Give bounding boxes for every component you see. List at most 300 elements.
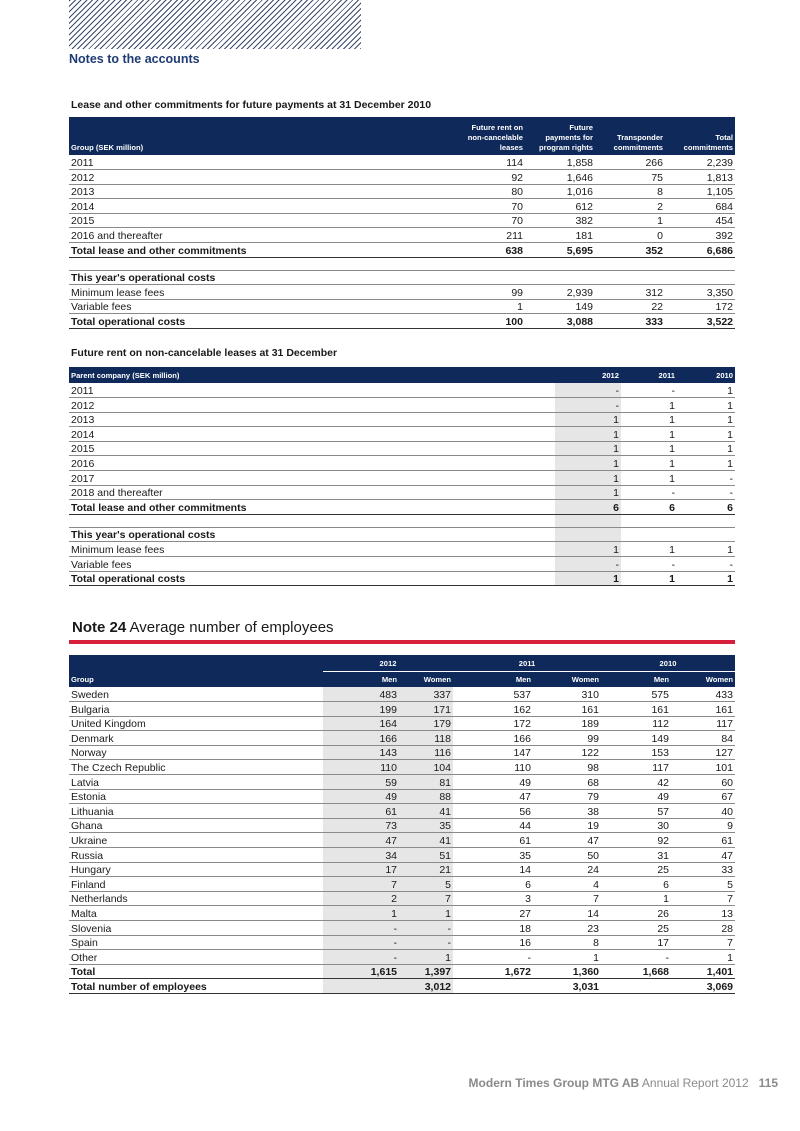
cell-value: 1 <box>555 456 621 471</box>
cell-value: 24 <box>533 862 601 877</box>
row-label: Finland <box>69 877 323 892</box>
table-row <box>69 228 735 243</box>
cell-value: 179 <box>399 716 453 731</box>
spacer-row <box>69 514 735 527</box>
cell-value: 16 <box>453 935 533 950</box>
row-label: 2013 <box>69 412 555 427</box>
lease-parent-table <box>69 367 735 586</box>
row-label: 2016 <box>69 456 555 471</box>
cell-value: 99 <box>533 731 601 746</box>
table-row <box>69 412 735 427</box>
cell-value: 60 <box>671 775 735 790</box>
row-label: The Czech Republic <box>69 760 323 775</box>
table-row <box>69 804 735 819</box>
cell-value: 1 <box>455 299 525 314</box>
table-row <box>69 702 735 717</box>
cell-value: 1 <box>677 456 735 471</box>
cell-value: 117 <box>671 716 735 731</box>
table-row <box>69 170 735 185</box>
spacer-cell <box>595 257 665 270</box>
cell-value: 172 <box>453 716 533 731</box>
cell-value: 4 <box>533 877 601 892</box>
cell-value: 47 <box>671 848 735 863</box>
row-label: 2017 <box>69 471 555 486</box>
cell-value: 1 <box>677 542 735 557</box>
cell-value: 537 <box>453 687 533 702</box>
cell-value: 33 <box>671 862 735 877</box>
cell-value: 47 <box>533 833 601 848</box>
row-label: Other <box>69 950 323 965</box>
cell-value: - <box>555 398 621 413</box>
cell-value: 6,686 <box>665 243 735 258</box>
cell-value: - <box>621 557 677 572</box>
cell-value: 1 <box>621 571 677 586</box>
cell-value: 333 <box>595 314 665 329</box>
cell-value: - <box>677 471 735 486</box>
cell-value: 61 <box>323 804 399 819</box>
cell-value: 13 <box>671 906 735 921</box>
cell-value: 454 <box>665 213 735 228</box>
cell-value: 1,668 <box>601 964 671 979</box>
year-header: 2012 <box>323 655 453 671</box>
table-row <box>69 877 735 892</box>
table-row <box>69 427 735 442</box>
cell-value: 164 <box>323 716 399 731</box>
cell-value: 211 <box>455 228 525 243</box>
cell-value: 1 <box>595 213 665 228</box>
table-row <box>69 921 735 936</box>
cell-value: 1 <box>555 542 621 557</box>
cell-value: 51 <box>399 848 453 863</box>
cell-value: 1 <box>399 906 453 921</box>
row-label: 2016 and thereafter <box>69 228 455 243</box>
cell-value: 2,239 <box>665 155 735 170</box>
table-row <box>69 441 735 456</box>
cell-value: 382 <box>525 213 595 228</box>
cell-value: 1,646 <box>525 170 595 185</box>
row-label: Slovenia <box>69 921 323 936</box>
cell-value: 30 <box>601 818 671 833</box>
row-label: 2012 <box>69 398 555 413</box>
col-header: Men <box>323 671 399 687</box>
cell-value: 1 <box>323 906 399 921</box>
table-row <box>69 184 735 199</box>
spacer-cell <box>677 514 735 527</box>
cell-value: 3,088 <box>525 314 595 329</box>
total-row <box>69 964 735 979</box>
cell-value: 41 <box>399 833 453 848</box>
cell-value: 6 <box>453 877 533 892</box>
col-header: Men <box>601 671 671 687</box>
row-label: 2011 <box>69 155 455 170</box>
cell-value: - <box>399 921 453 936</box>
row-label: Variable fees <box>69 557 555 572</box>
cell-value: 181 <box>525 228 595 243</box>
cell-value: 1 <box>671 950 735 965</box>
cell-value: 684 <box>665 199 735 214</box>
spacer-cell <box>69 257 455 270</box>
cell-value: 19 <box>533 818 601 833</box>
total-row <box>69 571 735 586</box>
table-row <box>69 760 735 775</box>
cell-value: 1 <box>555 485 621 500</box>
spacer-cell <box>69 514 555 527</box>
page-number: 115 <box>758 1076 778 1090</box>
cell-value: 57 <box>601 804 671 819</box>
cell-value: 22 <box>595 299 665 314</box>
cell-value: 80 <box>455 184 525 199</box>
cell-value: 1 <box>621 456 677 471</box>
cell-value: 99 <box>455 285 525 300</box>
cell-value: 25 <box>601 921 671 936</box>
cell-value: 100 <box>455 314 525 329</box>
cell-value: 8 <box>533 935 601 950</box>
total-row <box>69 243 735 258</box>
empty-cell <box>595 270 665 285</box>
cell-value: 34 <box>323 848 399 863</box>
cell-value: 162 <box>453 702 533 717</box>
cell-value: 25 <box>601 862 671 877</box>
cell-value: 49 <box>323 789 399 804</box>
note-divider <box>69 640 735 644</box>
cell-value: 1 <box>677 383 735 398</box>
cell-value: 70 <box>455 199 525 214</box>
cell-value: 70 <box>455 213 525 228</box>
cell-value: 122 <box>533 745 601 760</box>
cell-value: 79 <box>533 789 601 804</box>
cell-value: 67 <box>671 789 735 804</box>
cell-value: 1,813 <box>665 170 735 185</box>
cell-value: 6 <box>555 500 621 515</box>
row-label: 2013 <box>69 184 455 199</box>
cell-value: 1 <box>621 542 677 557</box>
col-header: Men <box>453 671 533 687</box>
cell-value: 1 <box>621 412 677 427</box>
table-row <box>69 818 735 833</box>
empty-cell <box>555 527 621 542</box>
cell-value: - <box>323 935 399 950</box>
table-row <box>69 775 735 790</box>
spacer-cell <box>555 514 621 527</box>
cell-value: 1,401 <box>671 964 735 979</box>
cell-value: 49 <box>453 775 533 790</box>
row-label: Total operational costs <box>69 314 455 329</box>
cell-value: 61 <box>671 833 735 848</box>
row-label: Russia <box>69 848 323 863</box>
cell-value: 638 <box>455 243 525 258</box>
cell-value: 17 <box>323 862 399 877</box>
table-row <box>69 383 735 398</box>
cell-value: 166 <box>453 731 533 746</box>
note-title: Note 24 Average number of employees <box>72 619 334 636</box>
cell-value: 38 <box>533 804 601 819</box>
table-row <box>69 155 735 170</box>
cell-value: 98 <box>533 760 601 775</box>
table-row <box>69 398 735 413</box>
cell-value: 56 <box>453 804 533 819</box>
cell-value: 3,031 <box>453 979 601 994</box>
table-head-label: Group (SEK million) <box>69 117 455 155</box>
cell-value: 1 <box>555 571 621 586</box>
cell-value: 1,672 <box>453 964 533 979</box>
cell-value: 44 <box>453 818 533 833</box>
header-hatch-pattern <box>69 0 361 49</box>
cell-value: - <box>621 383 677 398</box>
row-label: Denmark <box>69 731 323 746</box>
table-row <box>69 687 735 702</box>
cell-value: 7 <box>671 891 735 906</box>
table-row <box>69 456 735 471</box>
year-header: 2011 <box>453 655 601 671</box>
table-row <box>69 213 735 228</box>
cell-value: 392 <box>665 228 735 243</box>
cell-value: 1 <box>621 398 677 413</box>
row-label: 2018 and thereafter <box>69 485 555 500</box>
cell-value: 31 <box>601 848 671 863</box>
cell-value: 17 <box>601 935 671 950</box>
cell-value: 35 <box>453 848 533 863</box>
table-row <box>69 906 735 921</box>
col-header: 2012 <box>555 367 621 383</box>
section-title: Notes to the accounts <box>69 52 200 66</box>
col-header: Women <box>399 671 453 687</box>
table-row <box>69 299 735 314</box>
cell-value: 47 <box>453 789 533 804</box>
cell-value: 199 <box>323 702 399 717</box>
cell-value: 2 <box>595 199 665 214</box>
cell-value: - <box>677 557 735 572</box>
subsection-heading: This year's operational costs <box>69 270 455 285</box>
total-row <box>69 500 735 515</box>
cell-value: 81 <box>399 775 453 790</box>
cell-value: 352 <box>595 243 665 258</box>
table-head-label: Parent company (SEK million) <box>69 367 555 383</box>
cell-value: 49 <box>601 789 671 804</box>
row-label: Latvia <box>69 775 323 790</box>
table-row <box>69 485 735 500</box>
spacer-row <box>69 257 735 270</box>
cell-value: 1 <box>533 950 601 965</box>
row-label: Ghana <box>69 818 323 833</box>
employees-table <box>69 655 735 994</box>
row-label: 2014 <box>69 427 555 442</box>
cell-value: 161 <box>671 702 735 717</box>
cell-value: 2,939 <box>525 285 595 300</box>
table-row <box>69 471 735 486</box>
cell-value: 1 <box>601 891 671 906</box>
empty-cell <box>665 270 735 285</box>
subsection-heading-row <box>69 270 735 285</box>
table-row <box>69 950 735 965</box>
empty-cell <box>525 270 595 285</box>
cell-value: 6 <box>677 500 735 515</box>
cell-value: 1 <box>621 427 677 442</box>
cell-value: 110 <box>453 760 533 775</box>
cell-value: 84 <box>671 731 735 746</box>
row-label: 2012 <box>69 170 455 185</box>
col-header: Women <box>533 671 601 687</box>
cell-value: 1 <box>677 412 735 427</box>
cell-value: 8 <box>595 184 665 199</box>
lease-parent-title: Future rent on non-cancelable leases at 31 December <box>71 347 338 359</box>
cell-value: 1 <box>399 950 453 965</box>
cell-value: 21 <box>399 862 453 877</box>
cell-value: 1,105 <box>665 184 735 199</box>
cell-value: 92 <box>601 833 671 848</box>
col-header: Future rent on non-cancelable leases <box>455 117 525 155</box>
cell-value: 14 <box>453 862 533 877</box>
table-row <box>69 285 735 300</box>
table-row <box>69 199 735 214</box>
cell-value: 312 <box>595 285 665 300</box>
cell-value: 1,858 <box>525 155 595 170</box>
year-header: 2010 <box>601 655 735 671</box>
cell-value: 310 <box>533 687 601 702</box>
cell-value: 5 <box>399 877 453 892</box>
cell-value: - <box>601 950 671 965</box>
cell-value: 172 <box>665 299 735 314</box>
cell-value: 147 <box>453 745 533 760</box>
table-row <box>69 557 735 572</box>
lease-group-table <box>69 117 735 329</box>
cell-value: 6 <box>601 877 671 892</box>
cell-value: 1 <box>677 427 735 442</box>
cell-value: 117 <box>601 760 671 775</box>
cell-value: 88 <box>399 789 453 804</box>
row-label: Variable fees <box>69 299 455 314</box>
cell-value: 337 <box>399 687 453 702</box>
row-label: 2014 <box>69 199 455 214</box>
cell-value: 41 <box>399 804 453 819</box>
row-label: Ukraine <box>69 833 323 848</box>
cell-value: 1 <box>555 412 621 427</box>
cell-value: - <box>323 921 399 936</box>
cell-value: 153 <box>601 745 671 760</box>
cell-value: 5 <box>671 877 735 892</box>
total-row <box>69 314 735 329</box>
grand-total-row <box>69 979 735 994</box>
cell-value: 266 <box>595 155 665 170</box>
cell-value: 1,360 <box>533 964 601 979</box>
table-row <box>69 716 735 731</box>
row-label: Total number of employees <box>69 979 323 994</box>
cell-value: - <box>399 935 453 950</box>
cell-value: 118 <box>399 731 453 746</box>
cell-value: 1 <box>555 471 621 486</box>
cell-value: 27 <box>453 906 533 921</box>
cell-value: 1 <box>677 441 735 456</box>
cell-value: 61 <box>453 833 533 848</box>
spacer-cell <box>525 257 595 270</box>
row-label: Hungary <box>69 862 323 877</box>
empty-cell <box>677 527 735 542</box>
cell-value: 26 <box>601 906 671 921</box>
cell-value: 3,012 <box>323 979 453 994</box>
cell-value: - <box>677 485 735 500</box>
col-header: Future payments for program rights <box>525 117 595 155</box>
cell-value: - <box>555 557 621 572</box>
row-label: Total operational costs <box>69 571 555 586</box>
cell-value: 166 <box>323 731 399 746</box>
cell-value: 1 <box>677 571 735 586</box>
cell-value: 161 <box>533 702 601 717</box>
cell-value: - <box>323 950 399 965</box>
cell-value: 18 <box>453 921 533 936</box>
row-label: Sweden <box>69 687 323 702</box>
row-label: Lithuania <box>69 804 323 819</box>
cell-value: 2 <box>323 891 399 906</box>
cell-value: 575 <box>601 687 671 702</box>
empty-cell <box>621 527 677 542</box>
table-row <box>69 848 735 863</box>
col-header: Total commitments <box>665 117 735 155</box>
cell-value: 612 <box>525 199 595 214</box>
cell-value: 112 <box>601 716 671 731</box>
cell-value: 7 <box>533 891 601 906</box>
row-label: 2015 <box>69 213 455 228</box>
table-row <box>69 862 735 877</box>
row-label: 2015 <box>69 441 555 456</box>
cell-value: 92 <box>455 170 525 185</box>
cell-value: 189 <box>533 716 601 731</box>
cell-value: 3,069 <box>601 979 735 994</box>
cell-value: 149 <box>601 731 671 746</box>
table-row <box>69 789 735 804</box>
cell-value: 40 <box>671 804 735 819</box>
cell-value: 23 <box>533 921 601 936</box>
row-label: Total lease and other commitments <box>69 500 555 515</box>
cell-value: 9 <box>671 818 735 833</box>
cell-value: 28 <box>671 921 735 936</box>
col-header: 2010 <box>677 367 735 383</box>
cell-value: 114 <box>455 155 525 170</box>
cell-value: 1 <box>621 471 677 486</box>
row-label: Estonia <box>69 789 323 804</box>
cell-value: 104 <box>399 760 453 775</box>
row-label: 2011 <box>69 383 555 398</box>
cell-value: 7 <box>671 935 735 950</box>
cell-value: 1 <box>621 441 677 456</box>
cell-value: 47 <box>323 833 399 848</box>
cell-value: 143 <box>323 745 399 760</box>
table-row <box>69 833 735 848</box>
cell-value: 149 <box>525 299 595 314</box>
cell-value: 0 <box>595 228 665 243</box>
row-label: Malta <box>69 906 323 921</box>
row-label: Netherlands <box>69 891 323 906</box>
lease-group-title: Lease and other commitments for future payments at 31 December 2010 <box>71 99 432 111</box>
cell-value: 5,695 <box>525 243 595 258</box>
cell-value: 3,522 <box>665 314 735 329</box>
cell-value: 50 <box>533 848 601 863</box>
spacer-cell <box>621 514 677 527</box>
cell-value: 101 <box>671 760 735 775</box>
cell-value: 75 <box>595 170 665 185</box>
cell-value: 35 <box>399 818 453 833</box>
cell-value: 110 <box>323 760 399 775</box>
cell-value: 14 <box>533 906 601 921</box>
col-header: Women <box>671 671 735 687</box>
row-label: United Kingdom <box>69 716 323 731</box>
row-label: Total lease and other commitments <box>69 243 455 258</box>
cell-value: 3,350 <box>665 285 735 300</box>
col-header: Transponder commitments <box>595 117 665 155</box>
cell-value: 59 <box>323 775 399 790</box>
cell-value: 1 <box>677 398 735 413</box>
subsection-heading: This year's operational costs <box>69 527 555 542</box>
cell-value: 73 <box>323 818 399 833</box>
cell-value: 161 <box>601 702 671 717</box>
